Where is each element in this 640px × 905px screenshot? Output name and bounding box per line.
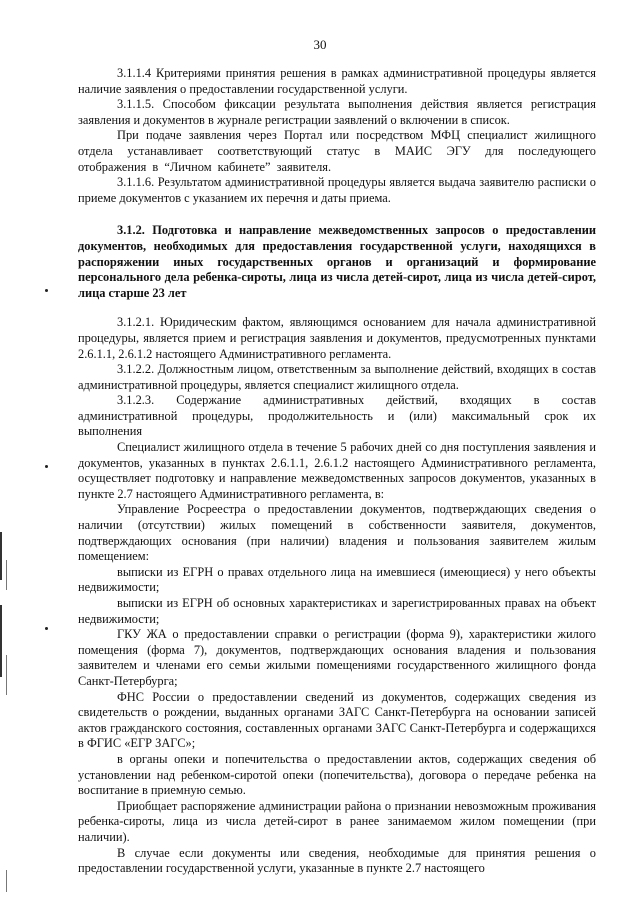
paragraph-if-documents: В случае если документы или сведения, необходимые для принятия решения о предоставлении государственной услуги, указанные в пункте 2.7 настоящего xyxy=(78,845,596,876)
paragraph-specialist-requests: Специалист жилищного отдела в течение 5 рабочих дней со дня поступления заявления и документов, указанных в пунктах 2.6.1.1, 2.6.1.2 настоящего Административного регламента, осуществляет подготовку и направление межведомственных запросов документов, указанных в пункте 2.7 настоящего Административного регламента, в: xyxy=(78,440,596,501)
paragraph-egrn-rights: выписки из ЕГРН о правах отдельного лица на имевшиеся (имеющиеся) у него объекты недвижимости; xyxy=(78,564,596,595)
paragraph-fns: ФНС России о предоставлении сведений из документов, содержащих сведения из свидетельств о рождении, выданных органами ЗАГС Санкт-Петербурга на основании записей актов гражданского состояния, составленных органами ЗАГС Санкт-Петербурга и содержащихся в ФГИС «ЕГР ЗАГС»; xyxy=(78,689,596,751)
paragraph-3-1-1-4: 3.1.1.4 Критериями принятия решения в рамках административной процедуры является наличие заявления о предоставлении государственной услуги. xyxy=(78,66,596,96)
paragraph-guardianship: в органы опеки и попечительства о предоставлении актов, содержащих сведения об установлении над ребенком-сиротой опеки (попечительства), договора о передаче ребенка на воспитание в приемную семью. xyxy=(78,751,596,798)
scan-edge-mark xyxy=(6,655,7,695)
paragraph-3-1-2-2: 3.1.2.2. Должностным лицом, ответственным за выполнение действий, входящих в состав административной процедуры, является специалист жилищного отдела. xyxy=(78,362,596,392)
document-body xyxy=(78,66,596,877)
scan-edge-mark xyxy=(6,870,7,892)
paragraph-3-1-2-1: 3.1.2.1. Юридическим фактом, являющимся основанием для начала административной процедуры, является прием и регистрация заявления и документов, предусмотренных пунктами 2.6.1.1, 2.6.1.2 настоящего Административного регламента. xyxy=(78,315,596,361)
page-number: 30 xyxy=(313,37,327,52)
binding-hole-mark xyxy=(45,289,48,292)
paragraph-portal-mfc: При подаче заявления через Портал или посредством МФЦ специалист жилищного отдела устанавливает соответствующий статус в МАИС ЭГУ для последующего отображения в “Личном кабинете” заявителя. xyxy=(78,128,596,174)
paragraph-egrn-characteristics: выписки из ЕГРН об основных характеристиках и зарегистрированных правах на объект недвижимости; xyxy=(78,596,596,626)
paragraph-3-1-1-6: 3.1.1.6. Результатом административной процедуры является выдача заявителю расписки о приеме документов с указанием их перечня и даты приема. xyxy=(78,175,596,205)
scan-edge-mark xyxy=(6,560,7,590)
paragraph-3-1-2-3: 3.1.2.3. Содержание административных действий, входящих в состав административной процедуры, продолжительность и (или) максимальный срок их выполнения xyxy=(78,393,596,439)
scan-edge-mark xyxy=(0,605,2,677)
paragraph-3-1-1-5: 3.1.1.5. Способом фиксации результата выполнения действия является регистрация заявления и документов в журнале регистрации заявлений о включении в список. xyxy=(78,97,596,127)
paragraph-district-order: Приобщает распоряжение администрации района о признании невозможным проживания ребенка-сироты, лица из числа детей-сирот в ранее занимаемом жилом помещении (при наличии). xyxy=(78,798,596,844)
paragraph-gku-zha: ГКУ ЖА о предоставлении справки о регистрации (форма 9), характеристики жилого помещения (форма 7), документов, подтверждающих основания владения и пользования заявителем и членами его семьи жилыми помещениями государственного жилищного фонда Санкт-Петербурга; xyxy=(78,627,596,688)
scan-edge-mark xyxy=(0,532,2,580)
binding-hole-mark xyxy=(45,627,48,630)
binding-hole-mark xyxy=(45,465,48,468)
section-heading-3-1-2: 3.1.2. Подготовка и направление межведомственных запросов о предоставлении документов, необходимых для предоставления государственной услуги, находящихся в распоряжении иных государственных органов и организаций и формирование персонального дела ребенка-сироты, лица из числа детей-сирот, лица из числа детей-сирот, лица старше 23 лет xyxy=(78,223,596,300)
paragraph-rosreestr: Управление Росреестра о предоставлении документов, подтверждающих сведения о наличии (отсутствии) жилых помещений в собственности заявителя, документов, подтверждающих основания (при наличии) владения и пользования заявителем жилым помещением: xyxy=(78,502,596,564)
